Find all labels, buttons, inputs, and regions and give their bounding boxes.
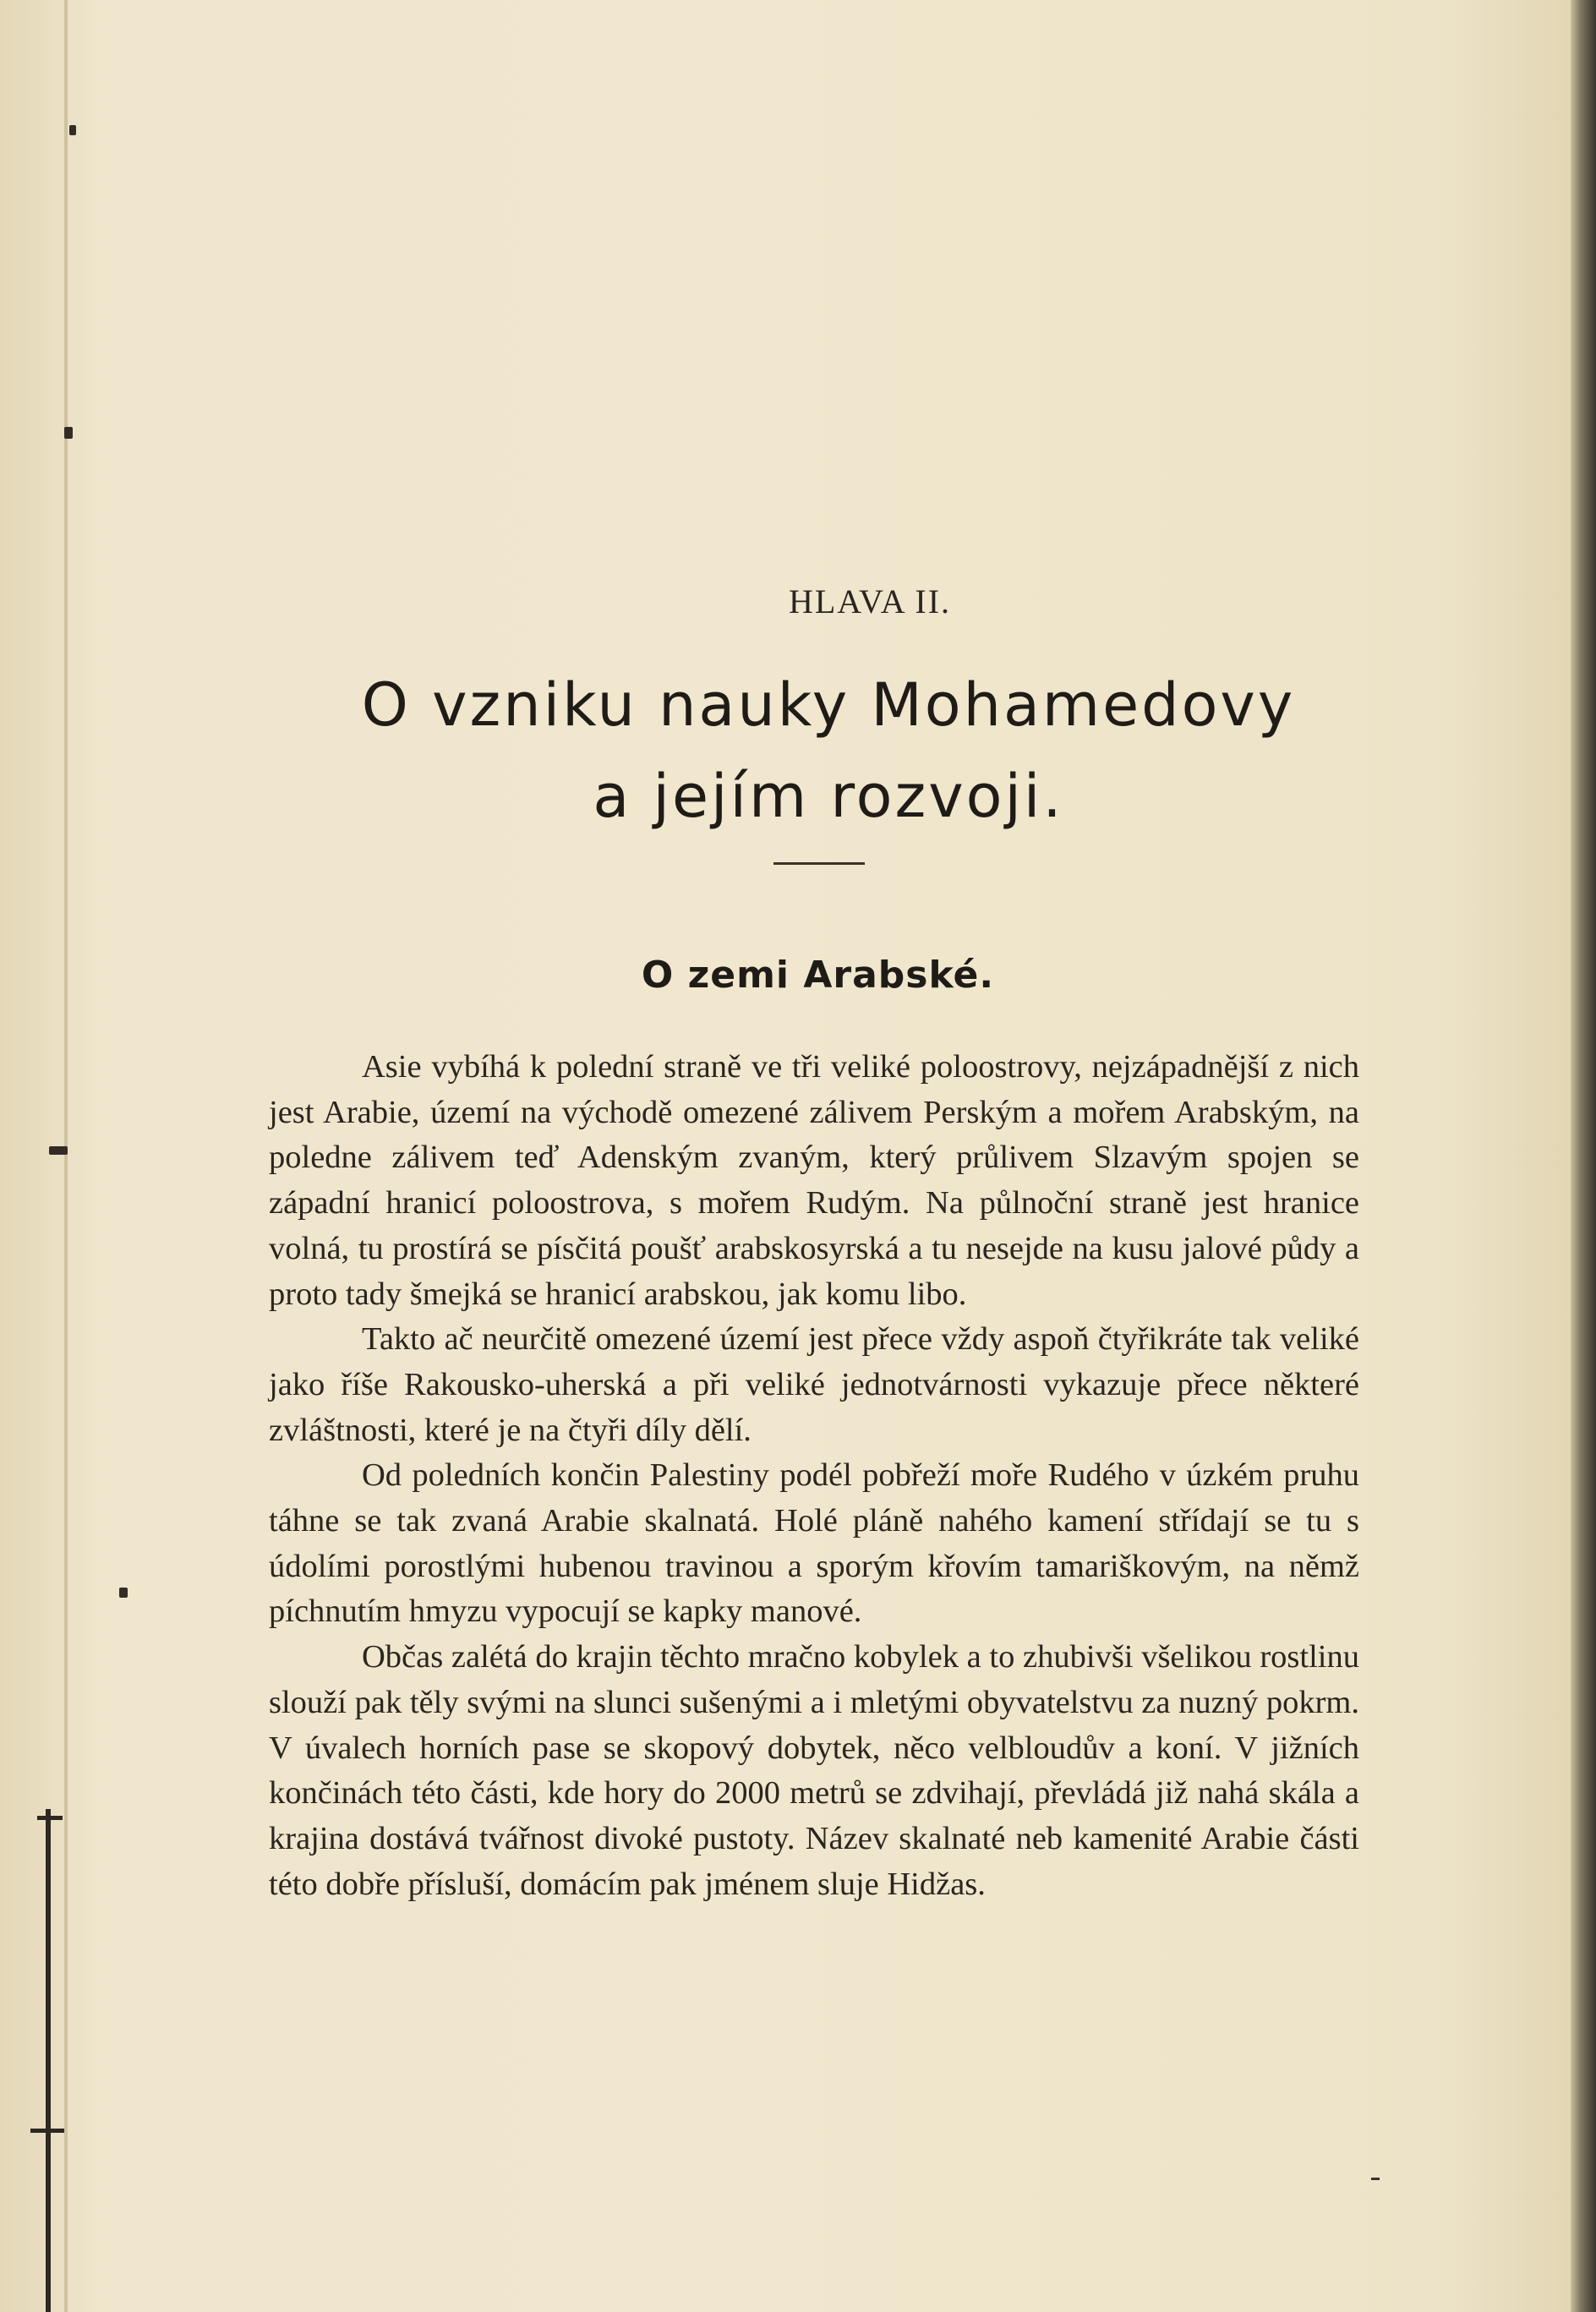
chapter-title	[279, 659, 1378, 842]
margin-tick	[30, 2129, 64, 2133]
chapter-title-line-1: O vzniku nauky Mohamedovy	[361, 670, 1296, 740]
margin-arrow-mark	[49, 1146, 68, 1155]
margin-tick	[37, 1816, 63, 1820]
title-divider	[773, 862, 865, 865]
margin-speck	[69, 125, 76, 135]
paragraph: Občas zalétá do krajin těchto mračno kobylek a to zhubivši všelikou rostlinu slouží pak těly svými na slunci sušenými a i mletými obyvatelstvu za nuzný pokrm. V úvalech horních pase se skopový dobytek, něco velbloudův a koní. V jižních končinách této části, kde hory do 2000 metrů se zdvihají, převládá již nahá skála a krajina dostává tvářnost divoké pustoty. Název skalnaté neb kamenité Arabie části této dobře přísluší, domácím pak jménem sluje Hidžas.	[269, 1639, 1359, 1902]
margin-bar	[46, 1809, 51, 2312]
chapter-title-line-2: a jejím rozvoji.	[593, 762, 1064, 831]
margin-speck	[64, 427, 73, 439]
page-gutter	[64, 0, 68, 2312]
body-text	[269, 1045, 1359, 1907]
page-speck	[1371, 2178, 1380, 2180]
chapter-label: HLAVA II.	[788, 582, 952, 620]
paragraph: Asie vybíhá k polední straně ve tři veliké poloostrovy, nejzápadnější z nich jest Arabie, území na východě omezené zálivem Perským a mořem Arabským, na poledne zálivem teď Adenským zvaným, který průlivem Slzavým spojen se západní hranicí poloostrova, s mořem Rudým. Na půlnoční straně jest hranice volná, tu prostírá se písčitá poušť arabskosyrská a tu nesejde na kusu jalové půdy a proto tady šmejká se hranicí arabskou, jak komu libo.	[269, 1049, 1359, 1312]
paragraph: Takto ač neurčitě omezené území jest přece vždy aspoň čtyřikráte tak veliké jako říše Rakousko-uherská a při veliké jednotvárnosti vykazuje přece některé zvláštnosti, které je na čtyři díly dělí.	[269, 1321, 1359, 1448]
section-heading: O zemi Arabské.	[641, 954, 995, 997]
page-edge-shadow	[1571, 0, 1596, 2312]
margin-speck	[119, 1588, 128, 1598]
paragraph: Od poledních končin Palestiny podél pobřeží moře Rudého v úzkém pruhu táhne se tak zvaná Arabie skalnatá. Holé pláně nahého kamení střídají se tu s údolími porostlými hubenou travinou a sporým křovím tamariškovým, na němž píchnutím hmyzu vypocují se kapky manové.	[269, 1457, 1359, 1630]
